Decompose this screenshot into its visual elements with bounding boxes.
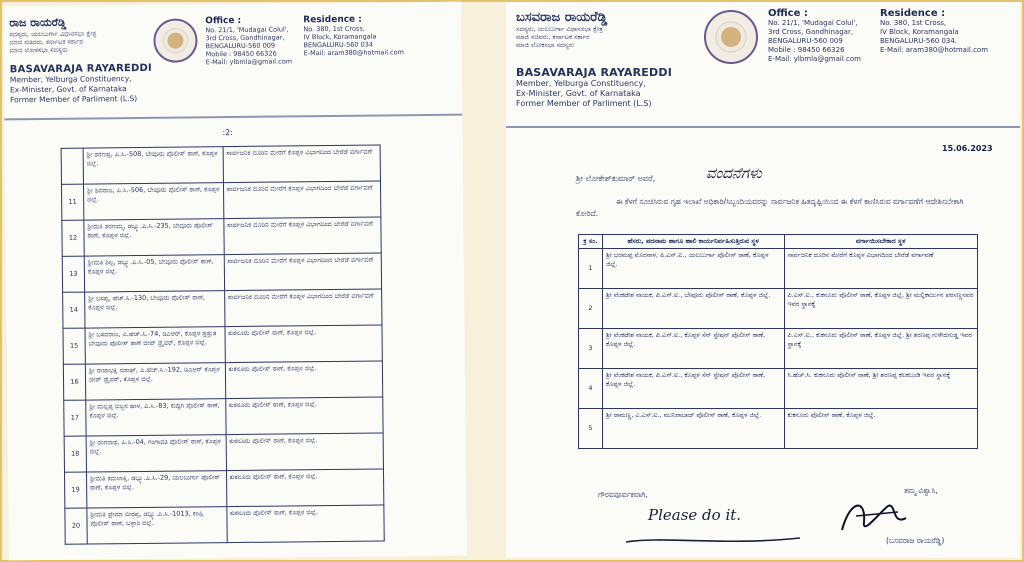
transfer-table-body [579,249,978,449]
office-line: BENGALURU-560 009 [768,37,843,45]
letter-page-2 [3,2,467,561]
residence-title: Residence : [880,8,946,19]
row-name-designation: ಶ್ರೀ ವೆಂಕಟೇಶ ನಾಯಕ, ಪಿ.ಎಸ್.ಐ., ಕೊಪ್ಪಳ ಸೆನ್ ಸ್ಟೇಷನ್ ಪೊಲೀಸ್ ಠಾಣೆ, ಕೊಪ್ಪಳ ಜಿಲ್ಲೆ. [602,329,784,369]
row-serial: 14 [63,292,85,328]
transfer-table-continued [61,144,385,544]
handwritten-note: Please do it. [648,506,742,524]
row-serial: 20 [65,508,87,544]
row-transfer-place: ಸಾರ್ವಜನಿಕ ದೂರಿನ ಮೇರೆಗೆ ಕೊಪ್ಪಳ ವಿಭಾಗದಿಂದ ಬೇರೆಡೆ ವರ್ಗಾವಣೆ [223,181,381,219]
table-row [579,249,978,289]
role-1: Member, Yelburga Constituency, [9,74,132,85]
row-transfer-place: ಕುಕನೂರು ಪೊಲೀಸ್ ಠಾಣೆ, ಕೊಪ್ಪಳ ಜಿಲ್ಲೆ. [226,433,384,471]
row-transfer-place: ಸಾರ್ವಜನಿಕ ದೂರಿನ ಮೇರೆಗೆ ಕೊಪ್ಪಳ ವಿಭಾಗದಿಂದ ಬೇರೆಡೆ ವರ್ಗಾವಣೆ [223,217,381,255]
office-line: Mobile : 98450 66326 [205,49,277,59]
row-serial [61,148,83,184]
row-transfer-place: ಕುಕನೂರು ಪೊಲೀಸ್ ಠಾಣೆ, ಕೊಪ್ಪಳ ಜಿಲ್ಲೆ. [225,397,383,435]
kannada-letterhead [516,10,686,49]
office-address [768,8,861,64]
residence-line: BENGALURU-560 034. [880,37,958,45]
office-line: E-Mail: ylbmla@gmail.com [768,55,861,63]
letter-date: 15.06.2023 [942,144,993,153]
row-name-designation: ಶ್ರೀ ಬಸಪ್ಪ, ಹೆಚ್.ಸಿ.-130, ಬೇವೂರು ಪೊಲೀಸ್ ಠಾಣೆ, ಕೊಪ್ಪಳ ಜಿಲ್ಲೆ. [85,291,225,328]
table-row [64,469,383,508]
row-serial: 13 [62,256,84,292]
row-transfer-place: ಪಿ.ಎಸ್.ಐ., ಕುಕನೂರು ಪೊಲೀಸ್ ಠಾಣೆ, ಕೊಪ್ಪಳ ಜಿಲ್ಲೆ. ಶ್ರೀ ಶರಣಪ್ಪ ಗುಳೇದಗುಡ್ಡ ಇವರ ಸ್ಥಾನಕ್ಕೆ [784,329,977,369]
letterhead-divider [4,114,462,121]
row-transfer-place: ಕುಕನೂರು ಪೊಲೀಸ್ ಠಾಣೆ, ಕೊಪ್ಪಳ ಜಿಲ್ಲೆ. [226,505,384,543]
row-serial: 17 [64,400,86,436]
residence-line: E-Mail: aram380@hotmail.com [880,46,989,54]
kannada-sub-1: ಸದಸ್ಯರು, ಯಲಬುರ್ಗಾ ವಿಧಾನಸಭಾ ಕ್ಷೇತ್ರ [9,29,97,39]
table-header-row [579,235,978,249]
transfer-table-body [61,145,384,544]
office-address [205,15,292,66]
role-3: Former Member of Parliment (L.S) [516,99,652,108]
row-serial: 2 [579,289,603,329]
row-serial: 4 [579,369,603,409]
row-transfer-place: ಕುಕನೂರು ಪೊಲೀಸ್ ಠಾಣೆ, ಕೊಪ್ಪಳ ಜಿಲ್ಲೆ. [225,325,383,363]
kannada-sub-2: ಮಾಜಿ ಸಚಿವರು, ಕರ್ನಾಟಕ ಸರ್ಕಾರ [516,33,590,41]
row-serial: 18 [64,436,86,472]
residence-line: No. 380, 1st Cross, [303,24,365,34]
role-1: Member, Yelburga Constituency, [516,79,646,88]
residence-line: IV Block, Koramangala [303,32,377,42]
header-name-designation: ಹೆಸರು, ಪದನಾಮ ಹಾಗೂ ಹಾಲಿ ಕಾರ್ಯನಿರ್ವಹಿಸುತ್ತಿರುವ ಸ್ಥಳ [602,235,784,249]
salutation: ಶ್ರೀ ಲೋಕೇಶ್‌ಕುಮಾರ್ ಅವರೆ, [576,174,656,183]
role-2: Ex-Minister, Govt. of Karnataka [9,84,127,95]
row-transfer-place: ಸಾರ್ವಜನಿಕ ದೂರಿನ ಮೇರೆಗೆ ಕೊಪ್ಪಳ ವಿಭಾಗದಿಂದ ಬೇರೆಡೆ ವರ್ಗಾವಣೆ [224,253,382,291]
office-title: Office : [768,8,808,19]
handwritten-greeting: ವಂದನೆಗಳು [706,164,762,182]
kannada-letterhead [9,15,159,55]
table-row [64,433,383,472]
signature-icon [836,492,916,542]
row-transfer-place: ಸಾರ್ವಜನಿಕ ದೂರಿನ ಮೇರೆಗೆ ಕೊಪ್ಪಳ ವಿಭಾಗದಿಂದ ಬೇರೆಡೆ ವರ್ಗಾವಣೆ [224,289,382,327]
row-name-designation: ಶ್ರೀಮತಿ ಶಿಲ್ಪ, ಡಬ್ಲ್ಯು.ಪಿ.ಸಿ.-05, ಬೇವೂರು ಪೊಲೀಸ್ ಠಾಣೆ, ಕೊಪ್ಪಳ ಜಿಲ್ಲೆ. [84,255,224,292]
office-line: BENGALURU-560 009 [205,41,276,51]
row-name-designation: ಶ್ರೀಮತಿ ಶರಣಮ್ಮ, ಡಬ್ಲ್ಯು.ಪಿ.ಸಿ.-235, ಬೇವೂರು ಪೊಲೀಸ್ ಠಾಣೆ, ಕೊಪ್ಪಳ ಜಿಲ್ಲೆ. [84,219,224,256]
transfer-table [578,234,978,449]
row-name-designation: ಶ್ರೀ ಬಸವರಾಜ, ಎ.ಹೆಚ್.ಸಿ.-74, ಡಿಎಆರ್, ಕೊಪ್ಪಳ ಪ್ರಸ್ತುತ ಬೇವೂರು ಪೊಲೀಸ್ ಠಾಣೆ ಜೀಪ್ ಡ್ರೈವರ್, ಕೊಪ್ಪಳ ಜಿಲ್ಲೆ. [85,327,225,364]
residence-line: No. 380, 1st Cross, [880,19,947,27]
residence-line: BENGALURU-560 034 [303,40,374,50]
table-row [65,505,384,544]
kannada-name: ಬಸವರಾಜ ರಾಯರೆಡ್ಡಿ [516,10,608,25]
row-name-designation: ಶ್ರೀ ವೆಂಕಟೇಶ ನಾಯಕ, ಪಿ.ಎಸ್.ಐ., ಬೇವೂರು ಪೊಲೀಸ್ ಠಾಣೆ, ಕೊಪ್ಪಳ ಜಿಲ್ಲೆ. [602,289,784,329]
english-letterhead [516,66,736,109]
table-row [63,361,382,400]
legislature-seal-icon [153,18,197,62]
residence-line: IV Block, Koramangala [880,28,959,36]
row-name-designation: ಶ್ರೀ ರಂಗನಾಥ, ಪಿ.ಸಿ.-04, ಗಂಗಾವತಿ ಪೊಲೀಸ್ ಠಾಣೆ, ಕೊಪ್ಪಳ ಜಿಲ್ಲೆ. [86,435,226,472]
row-name-designation: ಶ್ರೀ ರಾಮಣ್ಣ, ಎ.ಎಸ್.ಐ., ಮುನಿರಾಬಾದ್ ಪೊಲೀಸ್ ಠಾಣೆ, ಕೊಪ್ಪಳ ಜಿಲ್ಲೆ. [602,409,784,449]
row-transfer-place: ಕುಕನೂರು ಪೊಲೀಸ್ ಠಾಣೆ, ಕೊಪ್ಪಳ ಜಿಲ್ಲೆ. [784,409,977,449]
table-row [64,397,383,436]
row-serial: 15 [63,328,85,364]
row-serial: 16 [63,364,85,400]
row-name-designation: ಶ್ರೀ ಭರಮಪ್ಪ ಮೊರನಾಳ, ಪಿ.ಎಸ್.ಐ., ಯಲಬುರ್ಗಾ ಪೊಲೀಸ್ ಠಾಣೆ, ಕೊಪ್ಪಳ ಜಿಲ್ಲೆ. [602,249,784,289]
row-transfer-place: ಸಾರ್ವಜನಿಕ ದೂರಿನ ಮೇರೆಗೆ ಕೊಪ್ಪಳ ವಿಭಾಗದಿಂದ ಬೇರೆಡೆ ವರ್ಗಾವಣೆ [223,145,381,183]
office-line: 3rd Cross, Gandhinagar, [205,33,285,43]
row-transfer-place: ಪಿ.ಎಸ್.ಐ., ಕುಕನೂರು ಪೊಲೀಸ್ ಠಾಣೆ, ಕೊಪ್ಪಳ ಜಿಲ್ಲೆ, ಶ್ರೀ ಮಲ್ಲಿಕಾರ್ಜುನ ಪರಸಣ್ಣನವರ ಇವರ ಸ್ಥಾನಕ್ಕೆ [784,289,977,329]
residence-line: E-Mail: aram380@hotmail.com [303,48,404,58]
signature-name: (ಬಸವರಾಜ ರಾಯರೆಡ್ಡಿ) [886,536,945,545]
row-serial: 19 [64,472,86,508]
row-serial: 1 [579,249,603,289]
residence-address [880,8,988,55]
signoff: ತಮ್ಮ ವಿಶ್ವಾಸಿ, [904,486,938,495]
row-serial: 11 [61,184,83,220]
page-marker: :2: [222,128,233,138]
residence-address [303,14,404,57]
office-line: No. 21/1, 'Mudagai Colul', [768,19,858,27]
table-row [61,145,380,184]
office-line: No. 21/1, 'Mudagai Colul', [205,25,289,35]
residence-title: Residence : [303,14,362,26]
letter-body: ಈ ಕೆಳಗೆ ಸೂಚಿಸಿರುವ ಗೃಹ ಇಲಾಖೆ ಅಧಿಕಾರಿ/ಸಿಬ್ಬಂದಿಯವರನ್ನು ಸಾರ್ವಜನಿಕ ಹಿತದೃಷ್ಟಿಯಿಂದ ಈ ಕೆಳಗೆ ಕಾಣಿಸಿರುವ ವರ್ಗಾವಣೆಗೆ ಆದೇಶಿಸಬೇಕಾಗಿ ಕೋರಿದೆ. [576,197,964,218]
kannada-sub-3: ಮಾಜಿ ಲೋಕಸಭಾ ಸದಸ್ಯರು [9,45,68,55]
letterhead-divider [506,126,1020,128]
sender-name: BASAVARAJA RAYAREDDI [516,66,672,79]
table-row [579,289,978,329]
legislature-seal-icon [704,10,758,64]
row-transfer-place: ಕುಕನೂರು ಪೊಲೀಸ್ ಠಾಣೆ, ಕೊಪ್ಪಳ ಜಿಲ್ಲೆ. [226,469,384,507]
english-letterhead [10,62,210,105]
letter-page-1 [506,2,1020,558]
row-serial: 12 [62,220,84,256]
row-transfer-place: ಸಾರ್ವಜನಿಕ ದೂರಿನ ಮೇರೆಗೆ ಕೊಪ್ಪಳ ವಿಭಾಗದಿಂದ ಬೇರೆಡೆ ವರ್ಗಾವಣೆ [784,249,977,289]
row-name-designation: ಶ್ರೀ ಶಿವರಾಜ, ಪಿ.ಸಿ.-506, ಬೇವೂರು ಪೊಲೀಸ್ ಠಾಣೆ, ಕೊಪ್ಪಳ ಜಿಲ್ಲೆ. [83,183,223,220]
header-serial: ಕ್ರ ಸಂ. [579,235,603,249]
table-row [62,253,381,292]
table-row [63,289,382,328]
handwritten-underline-icon [624,532,804,548]
kannada-name: ರಾಜ ರಾಯರೆಡ್ಡಿ [9,15,67,30]
row-name-designation: ಶ್ರೀ ವೆಂಕಟೇಶ ನಾಯಕ, ಪಿ.ಎಸ್.ಐ., ಕೊಪ್ಪಳ ಸೆನ್ ಸ್ಟೇಷನ್ ಪೊಲೀಸ್ ಠಾಣೆ, ಕೊಪ್ಪಳ ಜಿಲ್ಲೆ. [602,369,784,409]
office-line: E-Mail: ylbmla@gmail.com [205,57,293,67]
row-serial: 5 [579,409,603,449]
table-row [579,329,978,369]
row-transfer-place: ಸಿ.ಹೆಚ್.ಸಿ. ಕುಕನೂರು ಪೊಲೀಸ್ ಠಾಣೆ, ಶ್ರೀ ಶರಣಪ್ಪ ಕಲಕಬಂಡಿ ಇವರ ಸ್ಥಾನಕ್ಕೆ [784,369,977,409]
row-serial: 3 [579,329,603,369]
sender-name: BASAVARAJA RAYAREDDI [9,62,152,76]
role-2: Ex-Minister, Govt. of Karnataka [516,89,641,98]
kannada-sub-2: ಮಾಜಿ ಸಚಿವರು, ಕರ್ನಾಟಕ ಸರ್ಕಾರ [9,37,83,47]
kannada-sub-3: ಮಾಜಿ ಲೋಕಸಭಾ ಸದಸ್ಯರು [516,41,575,49]
header-transfer-place: ವರ್ಗಾಯಿಸಬೇಕಾದ ಸ್ಥಳ [784,235,977,249]
row-name-designation: ಶ್ರೀಮತಿ ಕಮಲಾಕ್ಷಿ, ಡಬ್ಲ್ಯು.ಪಿ.ಸಿ.-29, ಯಲಬುರ್ಗಾ ಪೊಲೀಸ್ ಠಾಣೆ, ಕೊಪ್ಪಳ ಜಿಲ್ಲೆ. [86,471,226,508]
table-row [63,325,382,364]
closing: ಗೌರವಪೂರ್ವಕವಾಗಿ, [598,490,648,499]
table-row [579,409,978,449]
office-title: Office : [205,15,242,27]
office-line: 3rd Cross, Gandhinagar, [768,28,854,36]
row-name-designation: ಶ್ರೀ ರಾಜಾಭಕ್ಷಿ ನದಾಫ್, ಎ.ಹೆಚ್.ಸಿ.-192, ಡಿಎಆರ್ ಕೊಪ್ಪಳ ಜೀಪ್ ಡ್ರೈವರ್, ಕೊಪ್ಪಳ ಜಿಲ್ಲೆ. [85,363,225,400]
table-row [579,369,978,409]
row-transfer-place: ಕುಕನೂರು ಪೊಲೀಸ್ ಠಾಣೆ, ಕೊಪ್ಪಳ ಜಿಲ್ಲೆ. [225,361,383,399]
kannada-sub-1: ಸದಸ್ಯರು, ಯಲಬುರ್ಗಾ ವಿಧಾನಸಭಾ ಕ್ಷೇತ್ರ [516,25,603,33]
row-name-designation: ಶ್ರೀಮತಿ ಪ್ರೇಮಾ ಬೀರಪ್ಪ, ಡಬ್ಲ್ಯು.ಪಿ.ಸಿ.-1013, ಕಂಪ್ಲಿ ಪೊಲೀಸ್ ಠಾಣೆ, ಬಳ್ಳಾರಿ ಜಿಲ್ಲೆ. [87,507,227,544]
table-row [61,181,380,220]
office-line: Mobile : 98450 66326 [768,46,845,54]
row-name-designation: ಶ್ರೀ ಶರಣಪ್ಪ, ಪಿ.ಸಿ.-508, ಬೇವೂರು ಪೊಲೀಸ್ ಠಾಣೆ, ಕೊಪ್ಪಳ ಜಿಲ್ಲೆ. [83,147,223,184]
table-row [62,217,381,256]
role-3: Former Member of Parliment (L.S) [10,94,138,105]
row-name-designation: ಶ್ರೀ ಮಲ್ಲಪ್ಪ ಬಿಜ್ಜನ ಹಾಳ, ಪಿ.ಸಿ.-83, ಕುಷ್ಟಗಿ ಪೊಲೀಸ್ ಠಾಣೆ, ಕೊಪ್ಪಳ ಜಿಲ್ಲೆ. [86,399,226,436]
